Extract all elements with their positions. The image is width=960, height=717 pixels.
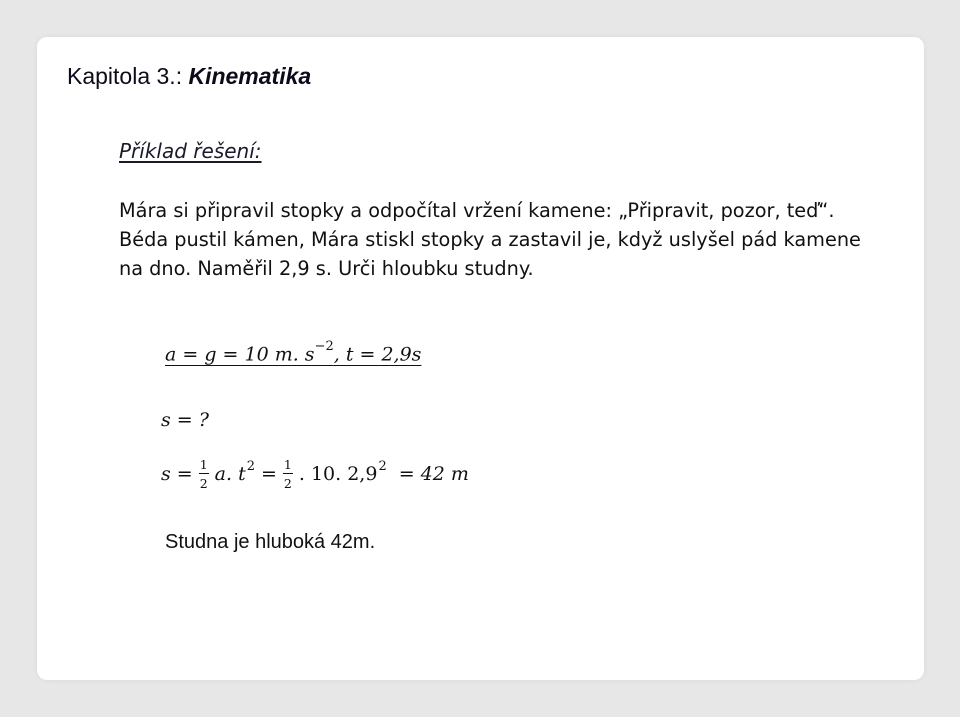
conclusion-text: Studna je hluboká 42m. bbox=[165, 531, 376, 553]
fraction-numerator: 1 bbox=[199, 457, 208, 472]
example-heading: Příklad řešení: bbox=[119, 139, 262, 163]
solution-term2: . 10. 2,9 bbox=[298, 463, 378, 485]
page-title bbox=[67, 63, 311, 90]
given-part2: , t = 2,9s bbox=[333, 343, 422, 366]
solution-result: = 42 m bbox=[398, 463, 469, 485]
given-values bbox=[165, 339, 422, 366]
given-exponent: −2 bbox=[314, 339, 334, 354]
title-prefix: Kapitola 3.: bbox=[67, 63, 189, 89]
solution-lhs: s = bbox=[161, 463, 193, 485]
problem-statement: Mára si připravil stopky a odpočítal vržení kamene: „Připravit, pozor, teď“. Béda pustil kámen, Mára stiskl stopky a zastavil je, když uslyšel pád kamene na dno. Naměřil 2,9 s. Urči hloubku studny. bbox=[119, 199, 861, 280]
solution-exponent1: 2 bbox=[246, 458, 255, 474]
solution-term1: a. t bbox=[214, 463, 246, 485]
slide bbox=[37, 37, 924, 680]
fraction-one-half-2 bbox=[283, 457, 293, 491]
solution-exponent2: 2 bbox=[378, 458, 387, 474]
fraction-denominator-2: 2 bbox=[283, 476, 292, 491]
title-emphasis: Kinematika bbox=[188, 63, 312, 89]
unknown-text: s = ? bbox=[161, 409, 209, 431]
solution-equation bbox=[161, 457, 469, 491]
solution-equals: = bbox=[261, 463, 277, 485]
fraction-numerator-2: 1 bbox=[283, 457, 292, 472]
fraction-one-half bbox=[199, 457, 209, 491]
given-part1: a = g = 10 m. s bbox=[165, 343, 315, 366]
fraction-denominator: 2 bbox=[199, 476, 208, 491]
unknown-value bbox=[161, 409, 209, 431]
